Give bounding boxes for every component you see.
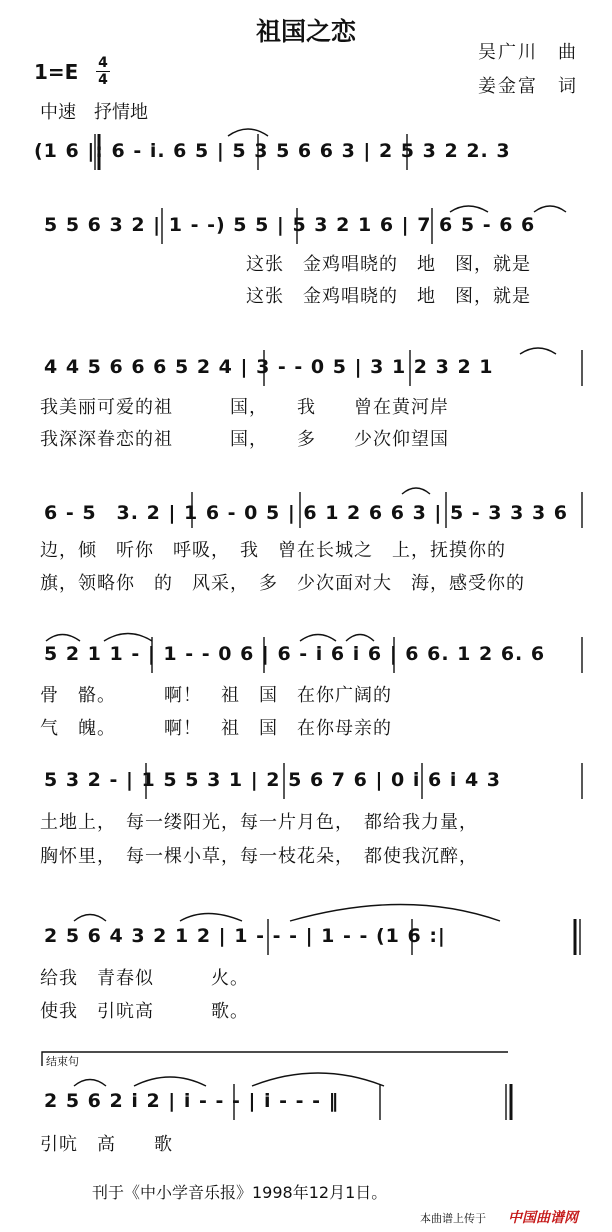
meter-bottom: 4 [98,72,108,88]
notation-line-6: 5 3 2 - | 1 5 5 3 1 | 2 5 6 7 6 | 0 i 6 i 4 3 [44,769,501,791]
notation-line-4: 6 - 5 3. 2 | 1 6 - 0 5 | 6 1 2 6 6 3 | 5 - 3 3 3 6 [44,502,569,524]
lyric-line-ending: 引吭 高 歌 [40,1134,173,1155]
lyric-line-2-verse-1: 这张 金鸡唱晓的 地 图，就是 [246,254,531,275]
lyric-line-7-verse-1: 给我 青春似 火。 [40,968,249,989]
lyric-line-3-verse-1: 我美丽可爱的祖 国， 我 曾在黄河岸 [40,397,449,418]
key-signature: 1=E [34,60,79,84]
song-title: 祖国之恋 [255,17,356,46]
lyric-line-3-verse-2: 我深深眷恋的祖 国， 多 少次仰望国 [40,429,449,450]
site-logo[interactable]: 中国曲谱网 [508,1210,578,1226]
composer-credit: 吴广川 曲 [478,42,578,63]
lyricist-credit: 姜金富 词 [478,76,578,97]
meter-top: 4 [98,55,108,71]
notation-line-7: 2 5 6 4 3 2 1 2 | 1 - - - | 1 - - (1 6 :| [44,925,446,947]
notation-line-3: 4 4 5 6 6 6 5 2 4 | 3 - - 0 5 | 3 1 2 3 2 1 [44,356,494,378]
lyric-line-5-verse-1: 骨 骼。 啊！ 祖 国 在你广阔的 [40,685,392,706]
notation-line-1: (1 6 |: 6 - i. 6 5 | 5 3 5 6 6 3 | 2 5 3 2 2. 3 [34,140,511,162]
publication-note: 刊于《中小学音乐报》1998年12月1日。 [92,1183,388,1202]
lyric-line-7-verse-2: 使我 引吭高 歌。 [40,1001,249,1022]
lyric-line-6-verse-1: 土地上， 每一缕阳光，每一片月色， 都给我力量， [40,812,478,833]
notation-line-2: 5 5 6 3 2 | 1 - -) 5 5 | 5 3 2 1 6 | 7 6 5 - 6 6 [44,214,536,236]
notation-line-ending: 2 5 6 2 i 2 | i - - - | i - - - ‖ [44,1090,340,1112]
notation-line-5: 5 2 1 1 - | 1 - - 0 6 | 6 - i 6 i 6 | 6 6. 1 2 6. 6 [44,643,546,665]
lyric-line-6-verse-2: 胸怀里， 每一棵小草，每一枝花朵， 都使我沉醉， [40,846,478,867]
lyric-line-2-verse-2: 这张 金鸡唱晓的 地 图，就是 [246,286,531,307]
tempo-marking: 中速 抒情地 [40,102,148,123]
lyric-line-4-verse-1: 边，倾 听你 呼吸， 我 曾在长城之 上，抚摸你的 [40,540,506,561]
ending-label: 结束句 [46,1055,79,1068]
upload-note: 本曲谱上传于 [420,1212,486,1225]
lyric-line-4-verse-2: 旗，领略你 的 风采， 多 少次面对大 海，感受你的 [40,573,525,594]
lyric-line-5-verse-2: 气 魄。 啊！ 祖 国 在你母亲的 [40,718,392,739]
